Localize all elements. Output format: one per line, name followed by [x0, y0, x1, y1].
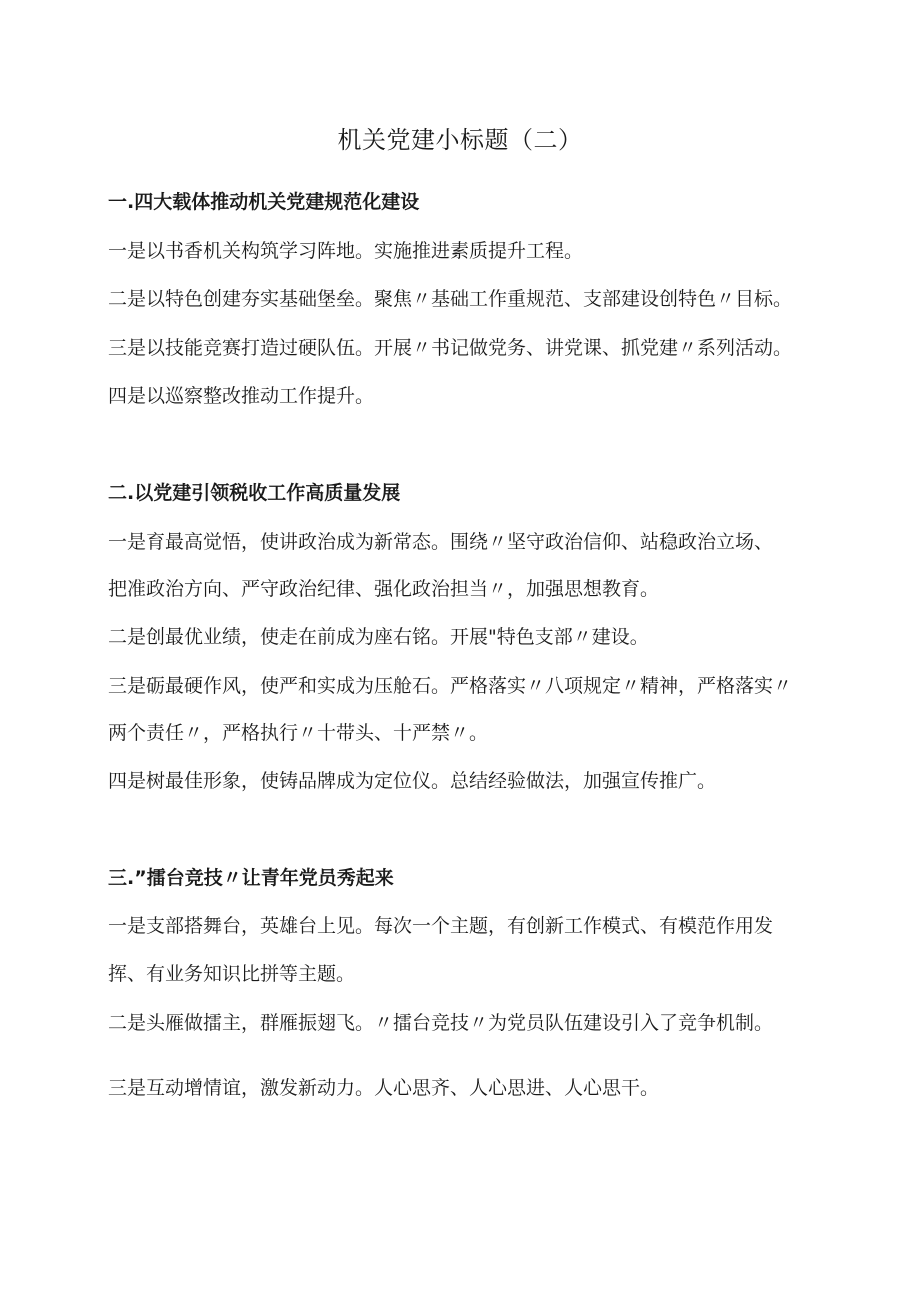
section-2-line-6: 四是树最佳形象，使铸品牌成为定位仪。总结经验做法，加强宣传推广。	[108, 770, 717, 792]
section-3-line-2: 挥、有业务知识比拼等主题。	[108, 963, 356, 985]
section-1-line-1: 一是以书香机关构筑学习阵地。实施推进素质提升工程。	[108, 240, 584, 262]
section-1-line-4: 四是以巡察整改推动工作提升。	[108, 385, 375, 407]
section-2-line-4: 三是砺最硬作风，使严和实成为压舱石。严格落实〃八项规定〃精神，严格落实〃	[108, 675, 793, 697]
section-1-line-3: 三是以技能竞赛打造过硬队伍。开展〃书记做党务、讲党课、抓党建〃系列活动。	[108, 337, 793, 359]
section-heading-1: 一.四大载体推动机关党建规范化建设	[108, 191, 420, 213]
section-2-line-5: 两个责任〃，严格执行〃十带头、十严禁〃。	[108, 722, 489, 744]
section-heading-2: 二.以党建引领税收工作高质量发展	[108, 482, 401, 504]
section-2-line-1: 一是育最高觉悟，使讲政治成为新常态。围绕〃坚守政治信仰、站稳政治立场、	[108, 531, 774, 553]
section-3-line-1: 一是支部搭舞台，英雄台上见。每次一个主题，有创新工作模式、有模范作用发	[108, 915, 774, 937]
section-heading-3: 三.”擂台竞技〃让青年党员秀起来	[108, 867, 394, 889]
section-1-line-2: 二是以特色创建夯实基础堡垒。聚焦〃基础工作重规范、支部建设创特色〃目标。	[108, 288, 793, 310]
section-3-line-4: 三是互动增情谊，激发新动力。人心思齐、人心思进、人心思干。	[108, 1077, 660, 1099]
section-2-line-3: 二是创最优业绩，使走在前成为座右铭。开展"特色支部〃建设。	[108, 626, 649, 648]
section-3-line-3: 二是头雁做擂主，群雁振翅飞。〃擂台竞技〃为党员队伍建设引入了竞争机制。	[108, 1012, 774, 1034]
section-2-line-2: 把准政治方向、严守政治纪律、强化政治担当〃，加强思想教育。	[108, 578, 660, 600]
document-title: 机关党建小标题（二）	[337, 126, 583, 154]
